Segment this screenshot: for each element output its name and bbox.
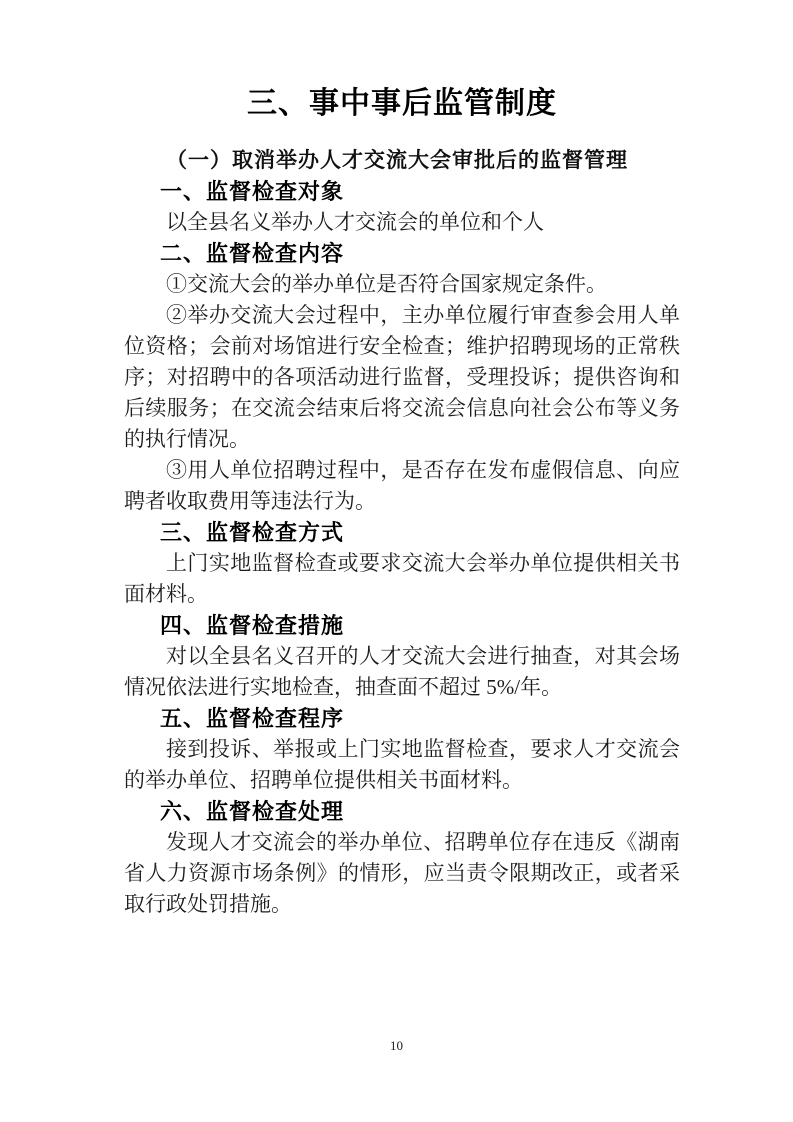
section-heading: 一、监督检查对象 xyxy=(160,179,345,204)
section-heading: 六、监督检查处理 xyxy=(160,799,345,824)
section-6 xyxy=(124,796,680,920)
section-5 xyxy=(124,703,680,796)
paragraph: ②举办交流大会过程中，主办单位履行审查参会用人单位资格；会前对场馆进行安全检查；维护招聘现场的正常秩序；对招聘中的各项活动进行监督，受理投诉；提供咨询和后续服务；在交流会结束后将交流会信息向社会公布等义务的执行情况。 xyxy=(124,303,680,451)
section-heading: 二、监督检查内容 xyxy=(160,241,345,266)
section-heading: 四、监督检查措施 xyxy=(160,613,345,638)
paragraph: ③用人单位招聘过程中，是否存在发布虚假信息、向应聘者收取费用等违法行为。 xyxy=(124,458,680,513)
section-1 xyxy=(124,176,680,238)
section-4 xyxy=(124,610,680,703)
paragraph: 对以全县名义召开的人才交流大会进行抽查，对其会场情况依法进行实地检查，抽查面不超过 5%/年。 xyxy=(124,644,680,699)
section-3 xyxy=(124,517,680,610)
document-content xyxy=(124,0,680,920)
page-number: 10 xyxy=(390,1038,403,1053)
paragraph: ①交流大会的举办单位是否符合国家规定条件。 xyxy=(166,272,607,296)
paragraph: 接到投诉、举报或上门实地监督检查，要求人才交流会的举办单位、招聘单位提供相关书面材料。 xyxy=(124,737,680,792)
doc-subtitle: （一）取消举办人才交流大会审批后的监督管理 xyxy=(166,148,628,172)
page-title: 三、事中事后监管制度 xyxy=(247,87,557,120)
paragraph: 以全县名义举办人才交流会的单位和个人 xyxy=(166,210,544,234)
paragraph: 发现人才交流会的举办单位、招聘单位存在违反《湖南省人力资源市场条例》的情形，应当责令限期改正，或者采取行政处罚措施。 xyxy=(124,830,680,916)
section-2 xyxy=(124,238,680,517)
section-heading: 三、监督检查方式 xyxy=(160,520,345,545)
section-heading: 五、监督检查程序 xyxy=(160,706,345,731)
paragraph: 上门实地监督检查或要求交流大会举办单位提供相关书面材料。 xyxy=(124,551,680,606)
